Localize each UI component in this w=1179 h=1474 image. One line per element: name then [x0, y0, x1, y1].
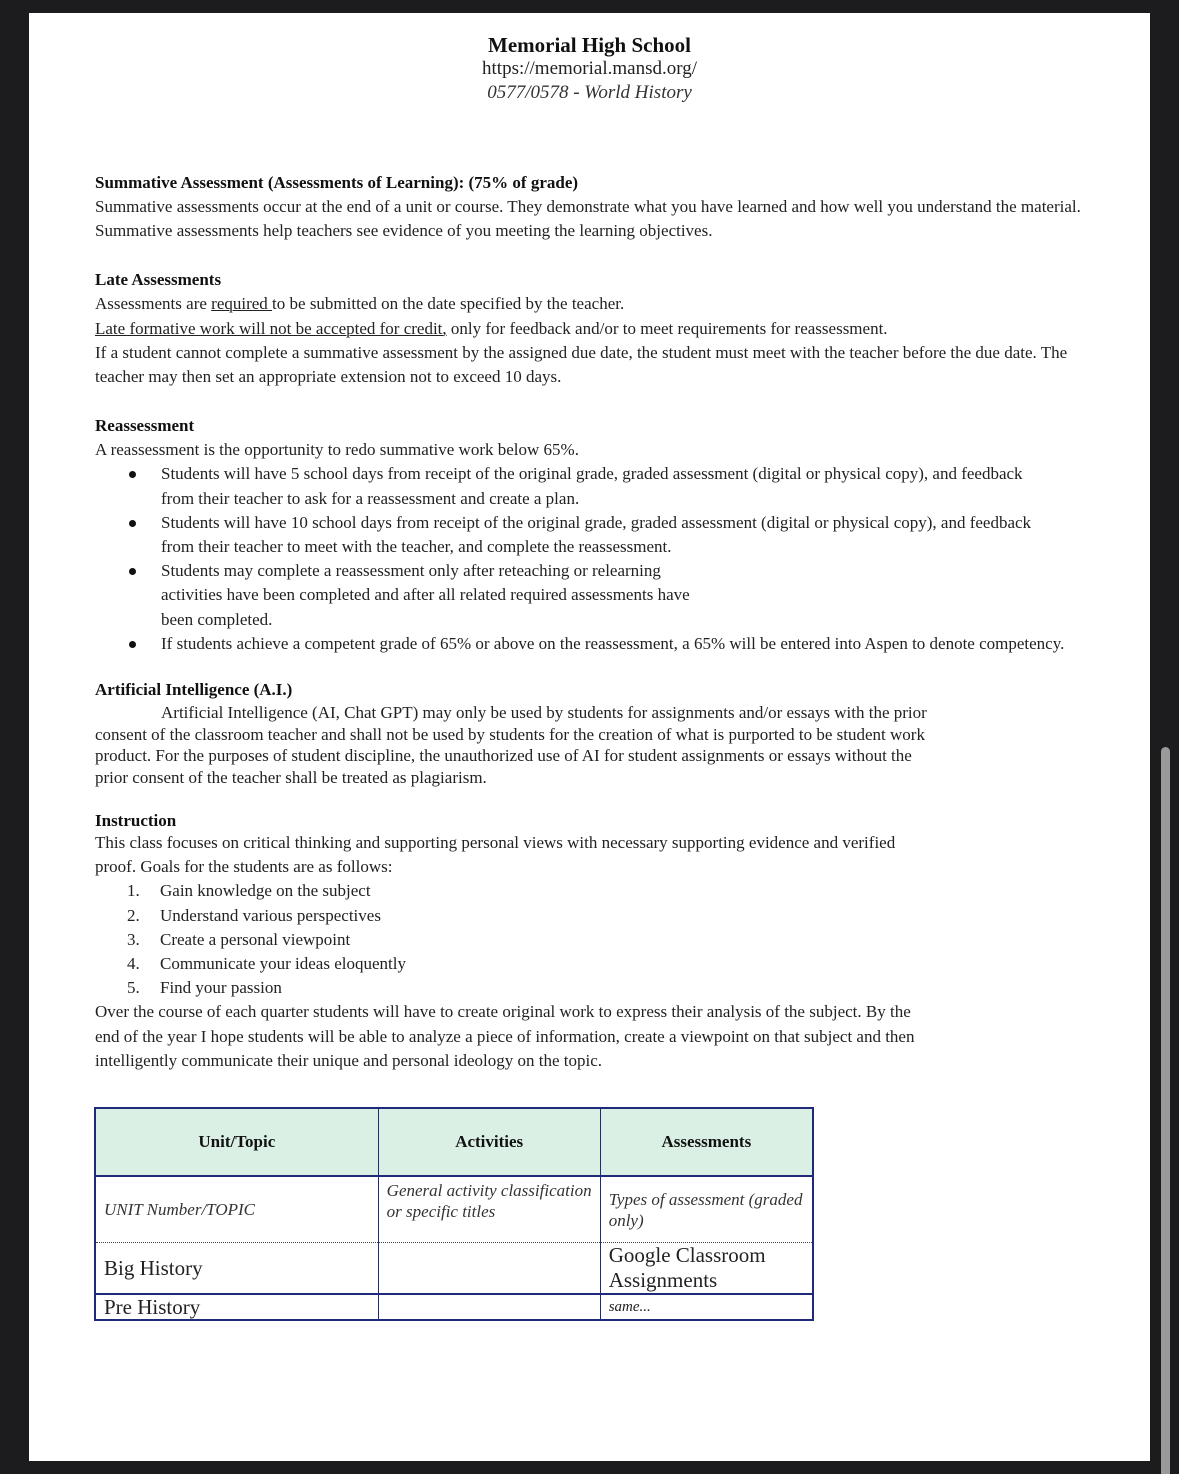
reassessment-bullets	[95, 462, 1085, 656]
late-line-2-rest: only for feedback and/or to meet requirements for reassessment.	[446, 318, 888, 338]
goal-number: 1.	[127, 881, 140, 901]
column-header-activities: Activities	[378, 1108, 600, 1176]
table-cell	[600, 1176, 813, 1243]
cell-text: General activity classification or specific titles	[386, 1181, 592, 1221]
goal-text: Communicate your ideas eloquently	[160, 954, 406, 974]
table-cell	[95, 1176, 378, 1243]
scrollbar-thumb[interactable]	[1161, 747, 1170, 1474]
units-table	[94, 1107, 814, 1321]
goal-number: 3.	[127, 929, 140, 949]
goals-list	[95, 879, 935, 1000]
goal-text: Find your passion	[160, 978, 282, 998]
ai-body: Artificial Intelligence (AI, Chat GPT) may only be used by students for assignments and/or essays with the prior consent of the classroom teacher and shall not be used by students for the creation of what is purported to be student work product. For the purposes of student discipline, the unauthorized use of AI for student assignments or essays without the prior consent of the teacher shall be treated as plagiarism.	[95, 703, 927, 787]
table-header-row	[95, 1108, 813, 1176]
goal-number: 4.	[127, 954, 140, 974]
list-item	[95, 879, 935, 903]
list-item	[95, 462, 1051, 510]
late-line-1	[95, 292, 1085, 316]
bullet-icon	[129, 471, 136, 478]
column-header-assessments: Assessments	[600, 1108, 813, 1176]
bullet-text: If students achieve a competent grade of 65% or above on the reassessment, a 65% will be entered into Aspen to denote competency.	[161, 633, 1065, 653]
instruction-intro: This class focuses on critical thinking and supporting personal views with necessary supporting evidence and verified proof. Goals for the students are as follows:	[95, 833, 896, 877]
goal-text: Gain knowledge on the subject	[160, 881, 371, 901]
course-title: 0577/0578 - World History	[487, 82, 692, 103]
bullet-text: Students may complete a reassessment only after reteaching or relearning activities have been completed and after all related required assessments have been completed.	[161, 561, 690, 629]
table-cell	[378, 1294, 600, 1320]
table-cell	[378, 1176, 600, 1243]
summative-heading: Summative Assessment (Assessments of Learning): (75% of grade)	[95, 173, 579, 192]
bullet-text: Students will have 10 school days from receipt of the original grade, graded assessment (digital or physical copy), and feedback from their teacher to meet with the teacher, and complete the reassessment.	[161, 512, 1032, 557]
table-cell: Google Classroom Assignments	[600, 1243, 813, 1295]
instruction-section	[95, 810, 935, 1073]
late-assessments-section	[95, 268, 1085, 389]
list-item	[95, 511, 1061, 559]
list-item	[95, 559, 721, 632]
table-cell: same...	[600, 1294, 813, 1320]
list-item	[95, 904, 935, 928]
list-item	[95, 632, 1111, 656]
goal-text: Create a personal viewpoint	[160, 929, 351, 949]
table-cell	[378, 1243, 600, 1295]
ai-section	[95, 678, 1085, 788]
list-item	[95, 976, 935, 1000]
document-body	[95, 171, 1085, 1073]
late-line-3: If a student cannot complete a summative assessment by the assigned due date, the student must meet with the teacher before the due date. The teacher may then set an appropriate extension not to exceed 10 days.	[95, 342, 1068, 387]
table-cell: Pre History	[95, 1294, 378, 1320]
school-name: Memorial High School	[488, 33, 691, 57]
school-url: https://memorial.mansd.org/	[482, 58, 697, 79]
bullet-icon	[129, 568, 136, 575]
list-item	[95, 952, 935, 976]
late-line-1-text: Assessments are	[95, 294, 212, 314]
table-row	[95, 1176, 813, 1243]
table-row	[95, 1294, 813, 1320]
instruction-closing: Over the course of each quarter students will have to create original work to express their analysis of the subject. By the end of the year I hope students will be able to analyze a piece of information, create a viewpoint on that subject and then intelligently communicate their unique and personal ideology on the topic.	[95, 1002, 915, 1070]
bullet-text: Students will have 5 school days from receipt of the original grade, graded assessment (digital or physical copy), and feedback from their teacher to ask for a reassessment and create a plan.	[161, 464, 1023, 508]
document-header	[0, 33, 1179, 105]
required-underlined: required	[211, 294, 273, 314]
ai-heading: Artificial Intelligence (A.I.)	[95, 680, 293, 700]
summative-section	[95, 171, 1085, 243]
cell-text: UNIT Number/TOPIC	[104, 1200, 255, 1219]
list-item	[95, 928, 935, 952]
goal-text: Understand various perspectives	[160, 905, 381, 925]
bullet-icon	[129, 520, 136, 527]
table-row	[95, 1243, 813, 1295]
reassessment-intro: A reassessment is the opportunity to redo summative work below 65%.	[95, 440, 579, 460]
goal-number: 2.	[127, 905, 140, 925]
goal-number: 5.	[127, 978, 140, 998]
reassessment-section	[95, 414, 1085, 656]
reassessment-heading: Reassessment	[95, 416, 195, 436]
table-cell: Big History	[95, 1243, 378, 1295]
late-formative-underlined: Late formative work will not be accepted for credit,	[95, 318, 447, 338]
column-header-unit-topic: Unit/Topic	[95, 1108, 378, 1176]
late-assessments-heading: Late Assessments	[95, 270, 222, 290]
bullet-icon	[129, 641, 136, 648]
document-page	[29, 13, 1150, 1461]
cell-text: Types of assessment (graded only)	[608, 1189, 803, 1230]
instruction-heading: Instruction	[95, 811, 177, 831]
summative-body: Summative assessments occur at the end of a unit or course. They demonstrate what you have learned and how well you understand the material. Summative assessments help teachers see evidence of you meeting the learning objectives.	[95, 197, 1081, 241]
late-line-2	[95, 317, 1085, 341]
late-line-1-rest: to be submitted on the date specified by the teacher.	[272, 294, 625, 314]
